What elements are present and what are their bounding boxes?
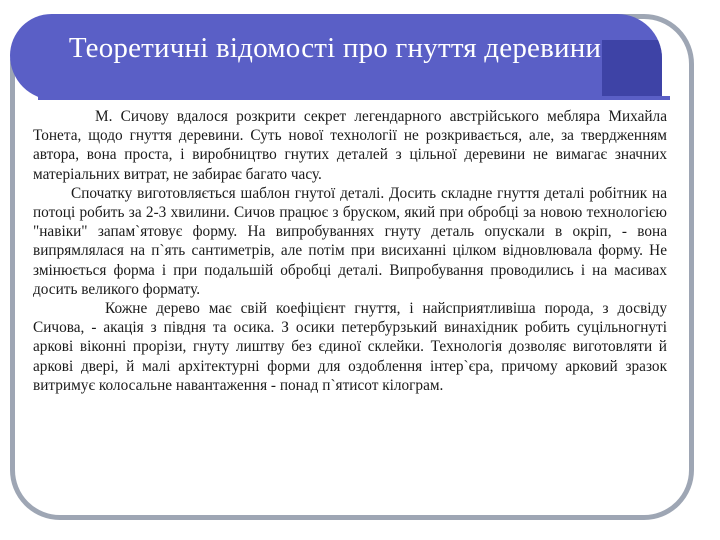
slide-title: Теоретичні відомості про гнуття деревини: [68, 32, 602, 64]
slide-body: [33, 107, 667, 395]
slide-title-container: [0, 14, 690, 100]
paragraph-1: М. Сичову вдалося розкрити секрет легендарного австрійського мебляра Михайла Тонета, щодо гнуття деревини. Суть нової технології не розкривається, але, за твердженням автора, вона проста, і виробництво гнутих деталей з цільної деревини не вимагає значних матеріальних витрат, не забирає багато часу.: [33, 108, 667, 183]
title-underline: [38, 96, 670, 100]
paragraph-3: Кожне дерево має свій коефіцієнт гнуття, і найсприятливіша порода, з досвіду Сичова, - акація з півдня та осика. З осики петербурзький винахідник робить суцільногнуті аркові віконні прорізи, гнуту лиштву без єдиної склейки. Технологія дозволяє виготовляти й аркові двері, й малі архітектурні форми для оздоблення інтер`єра, причому арковий зразок витримує колосальне навантаження - понад п`ятисот кілограм.: [33, 300, 667, 394]
paragraph-2: Спочатку виготовляється шаблон гнутої деталі. Досить складне гнуття деталі робітник на потоці робить за 2-3 хвилини. Сичов працює з бруском, який при обробці за новою технологією "навіки" запам`ятовує форму. На випробуваннях гнуту деталь опускали в окріп, - вона випрямлялася на п`ять сантиметрів, але потім при висиханні цілком відновлювала форму. Не змінюється форма і при подальшій обробці деталі. Випробування проводились і на масивах досить великого формату.: [33, 184, 667, 298]
